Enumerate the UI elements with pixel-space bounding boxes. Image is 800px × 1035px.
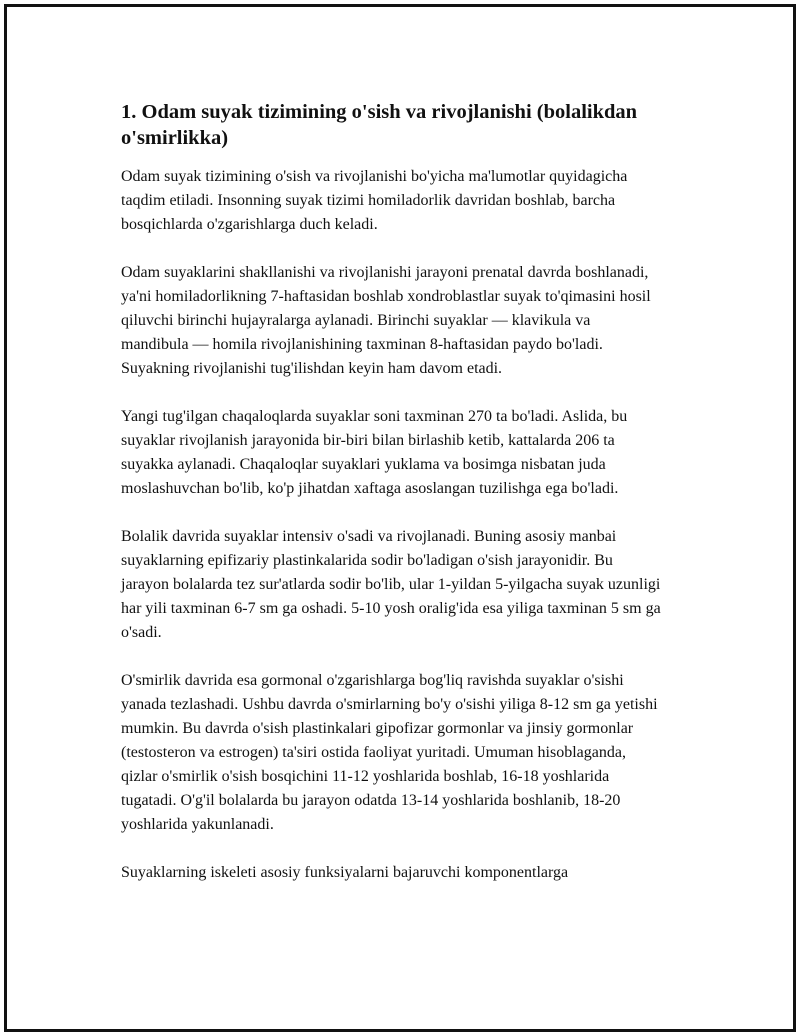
paragraph-6: Suyaklarning iskeleti asosiy funksiyalarni bajaruvchi komponentlarga [121,864,569,881]
paragraph-2: Odam suyaklarini shakllanishi va rivojlanishi jarayoni prenatal davrda boshlanadi, ya'ni homiladorlikning 7-haftasidan boshlab xondroblastlar suyak to'qimasini hosil qiluvchi birinchi hujayralarga aylanadi. Birinchi suyaklar — klavikula va mandibula — homila rivojlanishining taxminan 8-haftasidan paydo bo'ladi. Suyakning rivojlanishi tug'ilishdan keyin ham davom etadi. [121,264,651,377]
paragraph-1: Odam suyak tizimining o'sish va rivojlanishi bo'yicha ma'lumotlar quyidagicha taqdim etiladi. Insonning suyak tizimi homiladorlik davridan boshlab, barcha bosqichlarda o'zgarishlarga duch keladi. [121,168,628,233]
page-frame [4,4,796,1032]
paragraph-4: Bolalik davrida suyaklar intensiv o'sadi va rivojlanadi. Buning asosiy manbai suyaklarning epifizariy plastinkalarida sodir bo'ladigan o'sish jarayonidir. Bu jarayon bolalarda tez sur'atlarda sodir bo'lib, ular 1-yildan 5-yilgacha suyak uzunligi har yili taxminan 6-7 sm ga oshadi. 5-10 yosh oralig'ida esa yiliga taxminan 5 sm ga o'sadi. [121,528,661,641]
document-body [121,99,661,909]
paragraph-5: O'smirlik davrida esa gormonal o'zgarishlarga bog'liq ravishda suyaklar o'sishi yanada tezlashadi. Ushbu davrda o'smirlarning bo'y o'sishi yiliga 8-12 sm ga yetishi mumkin. Bu davrda o'sish plastinkalari gipofizar gormonlar va jinsiy gormonlar (testosteron va estrogen) ta'siri ostida faoliyat yuritadi. Umuman hisoblaganda, qizlar o'smirlik o'sish bosqichini 11-12 yoshlarida boshlab, 16-18 yoshlarida tugatadi. O'g'il bolalarda bu jarayon odatda 13-14 yoshlarida boshlanib, 18-20 yoshlarida yakunlanadi. [121,672,658,833]
paragraph-3: Yangi tug'ilgan chaqaloqlarda suyaklar soni taxminan 270 ta bo'ladi. Aslida, bu suyaklar rivojlanish jarayonida bir-biri bilan birlashib ketib, kattalarda 206 ta suyakka aylanadi. Chaqaloqlar suyaklari yuklama va bosimga nisbatan juda moslashuvchan bo'lib, ko'p jihatdan xaftaga asoslangan tuzilishga ega bo'ladi. [121,408,628,497]
section-heading: 1. Odam suyak tizimining o'sish va rivojlanishi (bolalikdan o'smirlikka) [121,101,638,149]
